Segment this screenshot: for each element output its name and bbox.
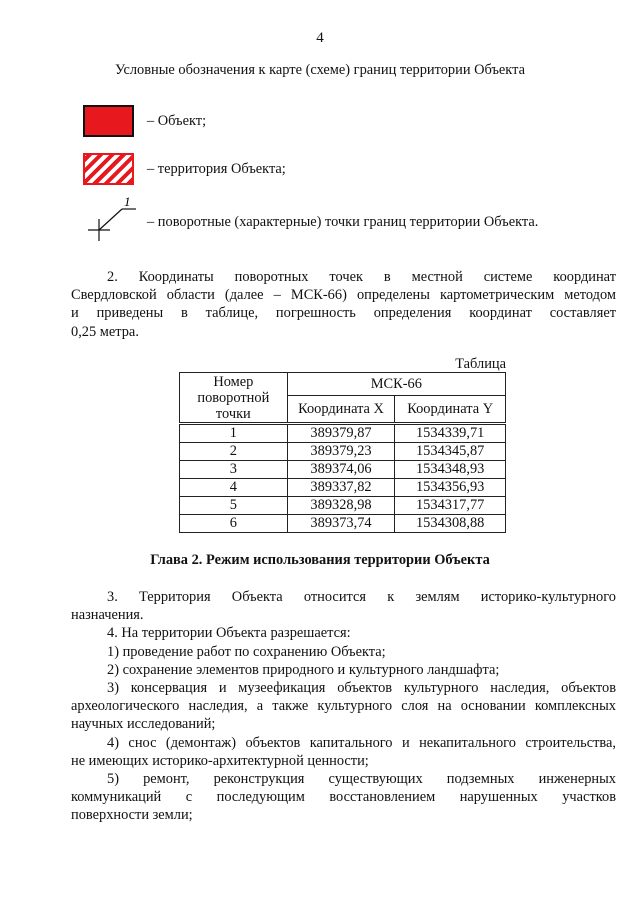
cell-coordinate-y: 1534348,93	[395, 461, 506, 479]
header-coordinate-y: Координата Y	[395, 396, 506, 424]
section-4-item-5-line: поверхности земли;	[71, 807, 193, 824]
page-number: 4	[316, 30, 324, 46]
cell-coordinate-x: 389379,23	[287, 443, 395, 461]
cell-point-number: 2	[180, 443, 288, 461]
cell-coordinate-y: 1534317,77	[395, 497, 506, 515]
chapter-2-title: Глава 2. Режим использования территории Объекта	[150, 552, 490, 568]
table-row	[180, 461, 506, 479]
cell-coordinate-y: 1534345,87	[395, 443, 506, 461]
cell-coordinate-x: 389374,06	[287, 461, 395, 479]
legend-title: Условные обозначения к карте (схеме) границ территории Объекта	[115, 62, 525, 78]
table-row	[180, 515, 506, 533]
cell-point-number: 3	[180, 461, 288, 479]
turning-point-icon-label: 1	[124, 196, 131, 209]
cell-point-number: 4	[180, 479, 288, 497]
section-4-item-1: 1) проведение работ по сохранению Объекта;	[107, 643, 386, 660]
cell-coordinate-y: 1534339,71	[395, 424, 506, 443]
turning-point-icon	[84, 196, 140, 246]
cell-point-number: 1	[180, 424, 288, 443]
section-3-line: 3. Территория Объекта относится к землям историко-культурного	[107, 589, 616, 605]
header-coordinate-x: Координата X	[287, 396, 395, 424]
paragraph-2	[71, 268, 616, 341]
section-4-item-3-line: научных исследований;	[71, 716, 216, 733]
table-row	[180, 497, 506, 515]
legend-label-object: – Объект;	[147, 113, 207, 129]
section-3-line: назначения.	[71, 607, 144, 624]
cell-point-number: 5	[180, 497, 288, 515]
cell-point-number: 6	[180, 515, 288, 533]
cell-coordinate-y: 1534308,88	[395, 515, 506, 533]
solid-red-box-icon	[83, 105, 134, 137]
cell-coordinate-y: 1534356,93	[395, 479, 506, 497]
cell-coordinate-x: 389373,74	[287, 515, 395, 533]
section-4-item-3-line: 3) консервация и музеефикация объектов культурного наследия, объектов	[107, 680, 616, 697]
section-4-item-5-line: коммуникаций с последующим восстановлением нарушенных участков	[71, 789, 616, 806]
table-row	[180, 479, 506, 497]
header-coordinate-system: МСК-66	[287, 373, 505, 396]
section-4-intro: 4. На территории Объекта разрешается:	[107, 625, 351, 642]
table-row	[180, 443, 506, 461]
section-4-item-3-line: археологического наследия, а также культурного слоя на основании комплексных	[71, 698, 616, 715]
section-4-item-4-line: 4) снос (демонтаж) объектов капитального и некапитального строительства,	[107, 734, 616, 751]
cell-coordinate-x: 389337,82	[287, 479, 395, 497]
legend-label-turning-points: – поворотные (характерные) точки границ территории Объекта.	[147, 214, 539, 230]
section-4-item-5-line: 5) ремонт, реконструкция существующих подземных инженерных	[107, 771, 616, 788]
paragraph-2-line: Свердловской области (далее – МСК-66) определены картометрическим методом	[71, 287, 616, 304]
table-caption: Таблица	[455, 356, 506, 372]
table-row	[180, 424, 506, 443]
section-4-item-4-line: не имеющих историко-архитектурной ценности;	[71, 752, 369, 769]
section-3-4	[71, 588, 616, 825]
legend-label-territory: – территория Объекта;	[147, 161, 286, 177]
paragraph-2-line: 2. Координаты поворотных точек в местной системе координат	[107, 269, 616, 285]
paragraph-2-line: и приведены в таблице, погрешность определения координат составляет	[71, 305, 616, 322]
header-point-number: Номер поворотной точки	[180, 373, 288, 424]
section-4-item-2: 2) сохранение элементов природного и культурного ландшафта;	[107, 661, 500, 678]
paragraph-2-line: 0,25 метра.	[71, 323, 139, 340]
cell-coordinate-x: 389379,87	[287, 424, 395, 443]
cell-coordinate-x: 389328,98	[287, 497, 395, 515]
hatched-red-box-icon	[83, 153, 134, 185]
coordinates-table	[179, 372, 506, 533]
